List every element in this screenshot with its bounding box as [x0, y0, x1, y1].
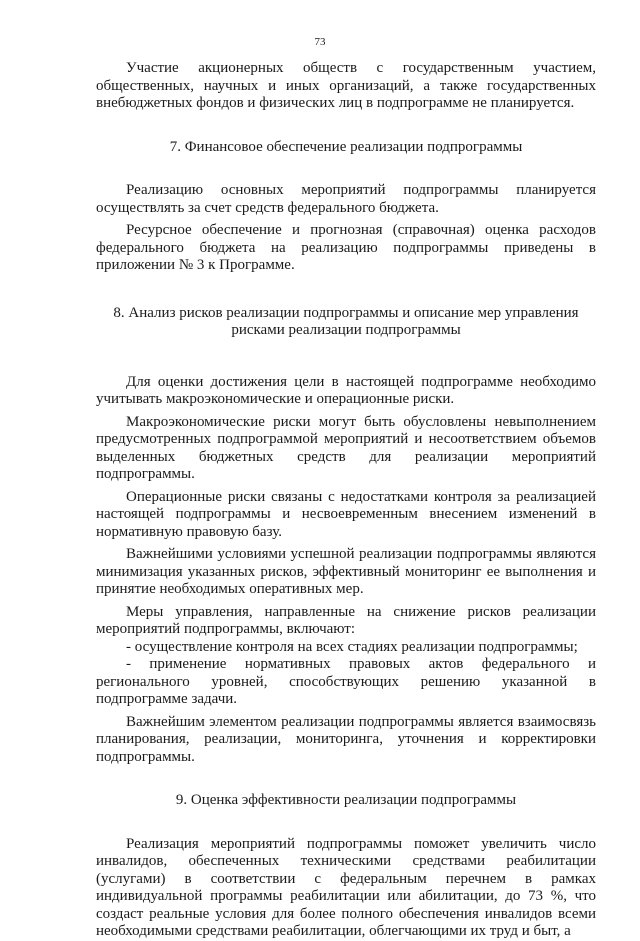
- paragraph-key-element: Важнейшим элементом реализации подпрограммы является взаимосвязь планирования, реализации, мониторинга, уточнения и корректировки подпрограммы.: [96, 713, 596, 765]
- paragraph-macroeconomic-risks: Макроэкономические риски могут быть обусловлены невыполнением предусмотренных подпрограммой мероприятий и несоответствием объемов выделенных бюджетных средств для реализации мероприятий подпрограммы.: [96, 413, 596, 482]
- page-body: [96, 60, 596, 941]
- page-number: 73: [314, 36, 326, 48]
- paragraph-participation: Участие акционерных обществ с государственным участием, общественных, научных и иных организаций, а также государственных внебюджетных фондов и физических лиц в подпрограмме не планируется.: [96, 60, 596, 111]
- section-7-heading: 7. Финансовое обеспечение реализации подпрограммы: [169, 138, 523, 155]
- paragraph-key-conditions: Важнейшими условиями успешной реализации подпрограммы являются минимизация указанных рисков, эффективный мониторинг ее выполнения и принятие необходимых оперативных мер.: [96, 546, 596, 597]
- paragraph-resource-estimate: Ресурсное обеспечение и прогнозная (справочная) оценка расходов федерального бюджета на реализацию подпрограммы приведены в приложении № 3 к Программе.: [96, 222, 596, 273]
- paragraph-effectiveness: Реализация мероприятий подпрограммы поможет увеличить число инвалидов, обеспеченных техническими средствами реабилитации (услугами) в соответствии с федеральным перечнем в рамках индивидуальной программы реабилитации или абилитации, до 73 %, что создаст реальные условия для более полного обеспечения инвалидов всеми необходимыми средствами реабилитации, облегчающими их труд и быт, а: [96, 835, 596, 939]
- section-9-heading: 9. Оценка эффективности реализации подпрограммы: [175, 792, 517, 808]
- section-8-heading: 8. Анализ рисков реализации подпрограммы и описание мер управления рисками реализации подпрограммы: [113, 304, 579, 338]
- paragraph-operational-risks: Операционные риски связаны с недостатками контроля за реализацией настоящей подпрограммы и несвоевременным внесением изменений в нормативную правовую базу.: [96, 488, 596, 540]
- paragraph-funding-source: Реализацию основных мероприятий подпрограммы планируется осуществлять за счет средств федерального бюджета.: [96, 182, 596, 216]
- list-item-control: - осуществление контроля на всех стадиях реализации подпрограммы;: [126, 638, 578, 655]
- list-item-regulation: - применение нормативных правовых актов федерального и регионального уровней, способствующих решению указанной в подпрограмме задачи.: [96, 656, 596, 707]
- paragraph-management-measures: Меры управления, направленные на снижение рисков реализации мероприятий подпрограммы, включают:: [96, 603, 596, 637]
- paragraph-risk-intro: Для оценки достижения цели в настоящей подпрограмме необходимо учитывать макроэкономические и операционные риски.: [96, 373, 596, 407]
